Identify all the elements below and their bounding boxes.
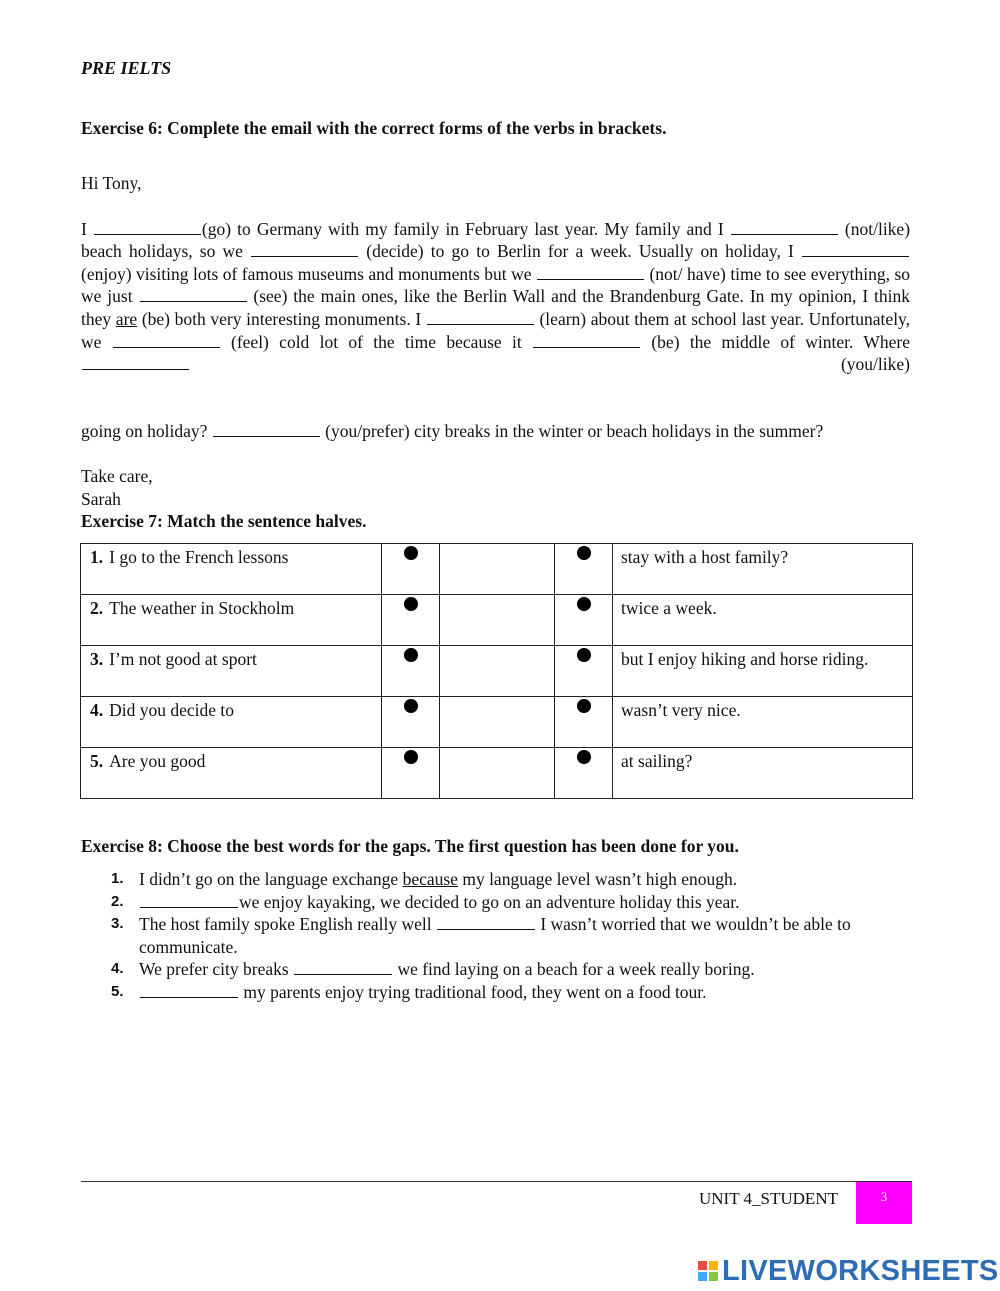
exercise-6-title: Exercise 6: Complete the email with the correct forms of the verbs in brackets. <box>81 118 667 138</box>
liveworksheets-logo[interactable] <box>698 1254 999 1288</box>
left-connector-dot[interactable] <box>404 648 418 662</box>
right-half: but I enjoy hiking and horse riding. <box>613 646 913 697</box>
brand-name: LIVEWORKSHEETS <box>722 1254 999 1287</box>
left-connector-dot[interactable] <box>404 546 418 560</box>
left-connector-dot[interactable] <box>404 597 418 611</box>
left-half: 5. Are you good <box>81 748 382 799</box>
right-half: stay with a host family? <box>613 544 913 595</box>
example-answer: because <box>402 869 458 889</box>
connector-gap <box>440 646 555 697</box>
match-row <box>81 697 913 748</box>
right-connector-dot[interactable] <box>577 699 591 713</box>
list-item: 3. The host family spoke English really well I wasn’t worried that we wouldn’t be able to communicate. <box>111 914 851 957</box>
answer-blank[interactable] <box>294 959 392 975</box>
answer-blank[interactable] <box>537 264 644 280</box>
left-connector-dot[interactable] <box>404 750 418 764</box>
answer-blank[interactable] <box>94 219 201 235</box>
answer-blank[interactable] <box>140 982 238 998</box>
email-signature: Sarah <box>81 488 121 509</box>
unit-label: UNIT 4_STUDENT <box>699 1189 838 1208</box>
answer-blank[interactable] <box>437 914 535 930</box>
answer-blank[interactable] <box>140 892 238 908</box>
connector-gap <box>440 595 555 646</box>
answer-blank[interactable] <box>82 354 189 370</box>
right-half: at sailing? <box>613 748 913 799</box>
email-text <box>81 172 910 510</box>
match-table <box>80 543 913 799</box>
answer-blank[interactable] <box>113 332 220 348</box>
email-greeting: Hi Tony, <box>81 173 142 193</box>
liveworksheets-icon <box>698 1261 718 1281</box>
right-connector-dot[interactable] <box>577 597 591 611</box>
page-number: 3 <box>856 1182 912 1224</box>
email-paragraph: I (go) to Germany with my family in February last year. My family and I (not/like) beach holidays, so we (decide) to go to Berlin for a week. Usually on holiday, I (enjoy) visiting lots of famous museums and monuments but we (not/ have) time to see everything, so we just (see) the main ones, like the Berlin Wall and the Brandenburg Gate. In my opinion, I think they are (be) both very interesting monuments. I (learn) about them at school last year. Unfortunately, we (feel) cold lot of the time because it (be) the middle of winter. Where (you/like) <box>81 218 911 375</box>
connector-gap <box>440 748 555 799</box>
footer-divider <box>81 1181 912 1182</box>
match-row <box>81 544 913 595</box>
answer-blank[interactable] <box>140 286 247 302</box>
right-half: twice a week. <box>613 595 913 646</box>
answer-blank[interactable] <box>427 309 534 325</box>
answer-blank[interactable] <box>802 241 909 257</box>
answer-blank[interactable] <box>731 219 838 235</box>
list-item: 5. my parents enjoy trying traditional food, they went on a food tour. <box>111 981 707 1002</box>
right-connector-dot[interactable] <box>577 648 591 662</box>
left-half: 4. Did you decide to <box>81 697 382 748</box>
left-half: 2. The weather in Stockholm <box>81 595 382 646</box>
left-connector-dot[interactable] <box>404 699 418 713</box>
connector-gap <box>440 544 555 595</box>
email-question: going on holiday? (you/prefer) city breaks in the winter or beach holidays in the summer? <box>81 421 824 442</box>
right-connector-dot[interactable] <box>577 546 591 560</box>
email-closing: Take care, <box>81 465 153 486</box>
page-title: PRE IELTS <box>81 58 172 78</box>
match-row <box>81 748 913 799</box>
example-answer: are <box>115 308 138 329</box>
list-item: 4. We prefer city breaks we find laying on a beach for a week really boring. <box>111 959 755 980</box>
exercise-8-title: Exercise 8: Choose the best words for the gaps. The first question has been done for you. <box>81 836 739 856</box>
connector-gap <box>440 697 555 748</box>
exercise-7-title: Exercise 7: Match the sentence halves. <box>81 511 367 531</box>
list-item: 2. we enjoy kayaking, we decided to go on an adventure holiday this year. <box>111 891 740 912</box>
match-row <box>81 646 913 697</box>
list-item: 1. I didn’t go on the language exchange because my language level wasn’t high enough. <box>111 869 738 889</box>
exercise-8-list <box>81 868 911 1004</box>
left-half: 1. I go to the French lessons <box>81 544 382 595</box>
right-half: wasn’t very nice. <box>613 697 913 748</box>
right-connector-dot[interactable] <box>577 750 591 764</box>
answer-blank[interactable] <box>533 332 640 348</box>
answer-blank[interactable] <box>251 241 358 257</box>
answer-blank[interactable] <box>213 421 320 437</box>
left-half: 3. I’m not good at sport <box>81 646 382 697</box>
match-row <box>81 595 913 646</box>
